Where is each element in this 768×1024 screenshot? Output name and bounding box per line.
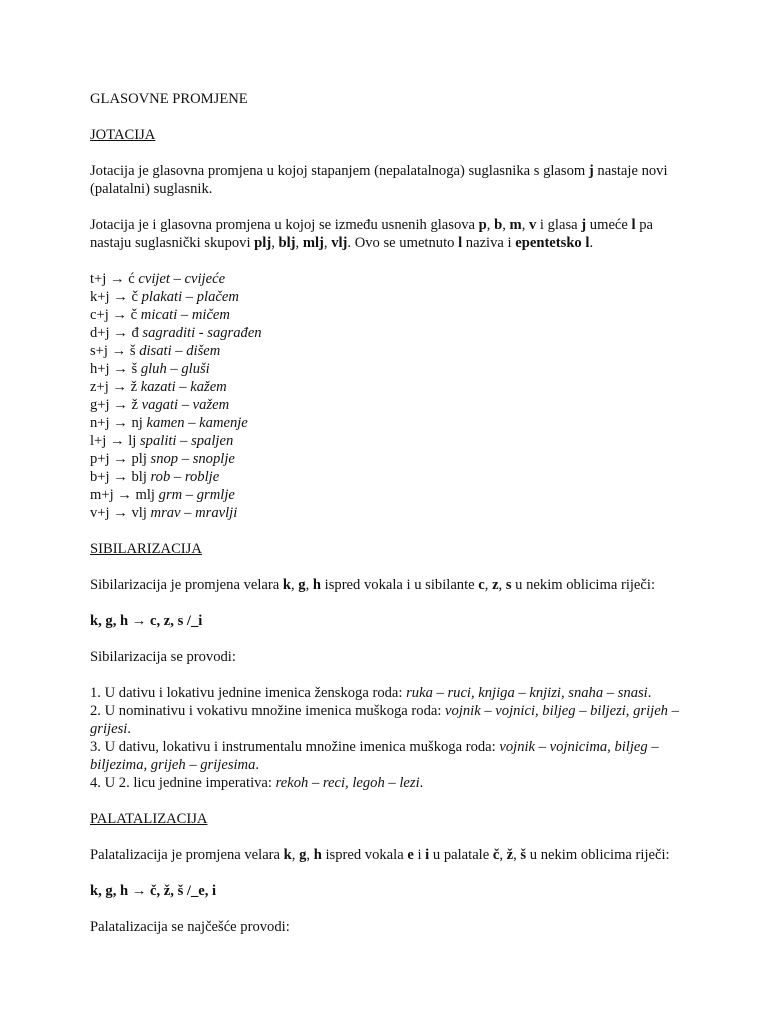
list-item xyxy=(90,738,680,774)
rule-example: sagraditi - sagrađen xyxy=(142,325,262,341)
palatalizacija-formula: k, g, h → č, ž, š /_e, i xyxy=(90,883,217,899)
rule-line xyxy=(90,378,680,396)
text-run: pa nastaju suglasnički skupovi xyxy=(90,217,654,251)
text-run: u nekim oblicima riječi: xyxy=(526,847,670,863)
rule-line xyxy=(90,342,680,360)
rule-example: grm – grmlje xyxy=(158,487,235,503)
rule-example: spaliti – spaljen xyxy=(140,433,234,449)
bold-text: c xyxy=(478,577,485,593)
heading-palatalizacija: PALATALIZACIJA xyxy=(90,811,208,827)
italic-text: vojnik – vojnici, biljeg – biljezi, grijeh – grijesi xyxy=(90,703,679,737)
rule-line xyxy=(90,360,680,378)
heading-jotacija: JOTACIJA xyxy=(90,127,156,143)
text-run: i xyxy=(413,847,426,863)
rule-formula: t+j → ć xyxy=(90,271,139,287)
text-run: , xyxy=(502,217,510,233)
rule-example: disati – dišem xyxy=(139,343,221,359)
text-run: Jotacija je glasovna promjena u kojoj stapanjem (nepalatalnoga) suglasnika s glasom xyxy=(90,163,589,179)
bold-text: v xyxy=(528,217,537,233)
text-run: . xyxy=(647,685,652,701)
rule-example: snop – snoplje xyxy=(150,451,235,467)
text-run: . Ovo se umetnuto xyxy=(347,235,459,251)
rule-example: kamen – kamenje xyxy=(146,415,248,431)
bold-text: s xyxy=(505,577,512,593)
bold-text: k xyxy=(283,847,292,863)
bold-text: k xyxy=(282,577,291,593)
rule-line xyxy=(90,486,680,504)
sibilarizacija-paragraph-1 xyxy=(90,576,680,594)
bold-text: plj xyxy=(254,235,272,251)
rule-example: plakati – plačem xyxy=(141,289,239,305)
rule-example: kazati – kažem xyxy=(140,379,227,395)
text-run: . xyxy=(127,721,131,737)
rule-formula: c+j → č xyxy=(90,307,141,323)
text-run: 3. U dativu, lokativu i instrumentalu množine imenica muškoga roda: xyxy=(90,739,500,755)
bold-text: epentetsko l xyxy=(515,235,590,251)
rule-line xyxy=(90,396,680,414)
rule-formula: g+j → ž xyxy=(90,397,142,413)
sibilarizacija-cases-list xyxy=(90,684,680,792)
rule-example: gluh – gluši xyxy=(140,361,210,377)
jotacija-paragraph-1 xyxy=(90,162,680,198)
bold-text: b xyxy=(494,217,503,233)
rule-formula: d+j → đ xyxy=(90,325,143,341)
rule-example: cvijet – cvijeće xyxy=(138,271,226,287)
rule-formula: b+j → blj xyxy=(90,469,151,485)
sibilarizacija-paragraph-2: Sibilarizacija se provodi: xyxy=(90,649,236,665)
text-run: u palatale xyxy=(429,847,493,863)
rule-line xyxy=(90,414,680,432)
jotacija-rules-list xyxy=(90,270,680,522)
text-run: i glasa xyxy=(536,217,582,233)
rule-line xyxy=(90,306,680,324)
rule-formula: v+j → vlj xyxy=(90,505,151,521)
bold-text: p xyxy=(478,217,487,233)
rule-line xyxy=(90,288,680,306)
rule-line xyxy=(90,450,680,468)
rule-formula: s+j → š xyxy=(90,343,140,359)
text-run: . xyxy=(255,757,260,773)
rule-formula: z+j → ž xyxy=(90,379,141,395)
rule-line xyxy=(90,468,680,486)
text-run: , xyxy=(291,577,299,593)
text-run: , xyxy=(484,577,493,593)
bold-text: g xyxy=(298,577,306,593)
text-run: 1. U dativu i lokativu jednine imenica ženskoga roda: xyxy=(90,685,407,701)
document-page xyxy=(90,90,680,954)
rule-line xyxy=(90,504,680,522)
bold-text: j xyxy=(588,163,594,179)
text-run: , xyxy=(499,847,507,863)
text-run: , xyxy=(305,577,313,593)
bold-text: m xyxy=(509,217,522,233)
bold-text: vlj xyxy=(331,235,348,251)
text-run: , xyxy=(306,847,314,863)
rule-line xyxy=(90,432,680,450)
bold-text: blj xyxy=(278,235,296,251)
text-run: 4. U 2. licu jednine imperativa: xyxy=(90,775,276,791)
rule-formula: m+j → mlj xyxy=(90,487,159,503)
bold-text: z xyxy=(492,577,499,593)
rule-formula: p+j → plj xyxy=(90,451,151,467)
text-run: Palatalizacija je promjena velara xyxy=(90,847,284,863)
rule-formula: n+j → nj xyxy=(90,415,147,431)
rule-example: vagati – važem xyxy=(141,397,230,413)
text-run: . xyxy=(589,235,594,251)
bold-text: h xyxy=(312,577,322,593)
text-run: Sibilarizacija je promjena velara xyxy=(90,577,283,593)
text-run: naziva i xyxy=(462,235,516,251)
italic-text: ruka – ruci, knjiga – knjizi, snaha – snasi xyxy=(406,685,648,701)
text-run: . xyxy=(419,775,424,791)
list-item xyxy=(90,702,680,738)
text-run: , xyxy=(291,847,300,863)
palatalizacija-paragraph-1 xyxy=(90,846,680,864)
text-run: , xyxy=(295,235,303,251)
rule-example: rob – roblje xyxy=(150,469,220,485)
text-run: , xyxy=(323,235,332,251)
bold-text: i xyxy=(425,847,430,863)
bold-text: š xyxy=(520,847,527,863)
rule-example: mrav – mravlji xyxy=(150,505,238,521)
rule-formula: k+j → č xyxy=(90,289,142,305)
bold-text: mlj xyxy=(302,235,324,251)
text-run: , xyxy=(498,577,506,593)
jotacija-paragraph-2 xyxy=(90,216,680,252)
text-run: , xyxy=(513,847,521,863)
rule-example: micati – mičem xyxy=(140,307,230,323)
text-run: , xyxy=(271,235,279,251)
document-title: GLASOVNE PROMJENE xyxy=(90,91,248,107)
text-run: umeće xyxy=(586,217,632,233)
italic-text: vojnik – vojnicima, biljeg – biljezima, grijeh – grijesima xyxy=(90,739,659,773)
rule-formula: h+j → š xyxy=(90,361,141,377)
text-run: , xyxy=(521,217,529,233)
text-run: u nekim oblicima riječi: xyxy=(511,577,655,593)
rule-line xyxy=(90,324,680,342)
text-run: Jotacija je i glasovna promjena u kojoj se između usnenih glasova xyxy=(90,217,479,233)
text-run: nastaje novi (palatalni) suglasnik. xyxy=(90,163,668,197)
bold-text: ž xyxy=(506,847,514,863)
text-run: , xyxy=(486,217,495,233)
bold-text: g xyxy=(299,847,307,863)
rule-formula: l+j → lj xyxy=(90,433,140,449)
bold-text: l xyxy=(631,217,636,233)
palatalizacija-paragraph-2: Palatalizacija se najčešće provodi: xyxy=(90,919,290,935)
bold-text: č xyxy=(492,847,500,863)
list-item xyxy=(90,684,680,702)
text-run: ispred vokala xyxy=(321,847,408,863)
text-run: 2. U nominativu i vokativu množine imenica muškoga roda: xyxy=(90,703,446,719)
sibilarizacija-formula: k, g, h → c, z, s /_i xyxy=(90,613,203,629)
bold-text: l xyxy=(458,235,463,251)
italic-text: rekoh – reci, legoh – lezi xyxy=(275,775,420,791)
rule-line xyxy=(90,270,680,288)
bold-text: e xyxy=(407,847,414,863)
bold-text: j xyxy=(581,217,587,233)
list-item xyxy=(90,774,680,792)
heading-sibilarizacija: SIBILARIZACIJA xyxy=(90,541,202,557)
bold-text: h xyxy=(313,847,322,863)
text-run: ispred vokala i u sibilante xyxy=(321,577,479,593)
